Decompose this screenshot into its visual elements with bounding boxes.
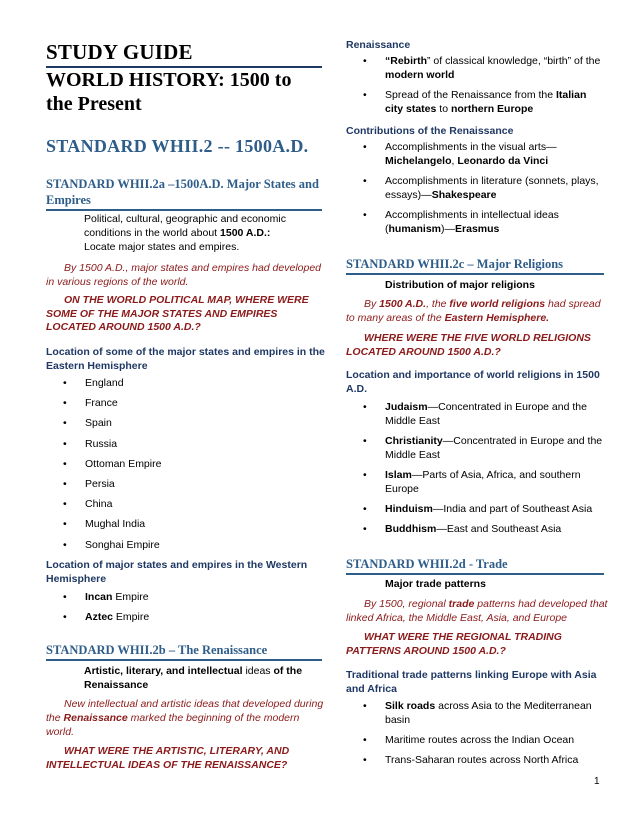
section-rule — [46, 209, 322, 211]
religions-list — [385, 400, 607, 536]
course-title: WORLD HISTORY: 1500 to the Present — [46, 69, 292, 115]
list-item: • Aztec Empire — [85, 610, 315, 624]
section-description: Distribution of major religions — [385, 279, 535, 291]
list-item: • Trans-Saharan routes across North Africa — [385, 753, 607, 767]
guiding-question: ON THE WORLD POLITICAL MAP, WHERE WERE SOME OF THE MAJOR STATES AND EMPIRES LOCATED AROUND 1500 A.D.? — [46, 294, 309, 333]
list-item: • “Rebirth” of classical knowledge, “birth” of the modern world — [385, 54, 607, 82]
renaissance-list — [385, 54, 607, 116]
contributions-list — [385, 140, 607, 236]
section-rule — [346, 273, 604, 275]
section-whii2b — [46, 642, 322, 661]
intro-text: By 1500, regional trade patterns had developed that linked Africa, the Middle East, Asia, and Europe — [346, 598, 608, 624]
guiding-question: WHAT WERE THE ARTISTIC, LITERARY, AND INTELLECTUAL IDEAS OF THE RENAISSANCE? — [46, 745, 290, 771]
section-whii2a — [46, 176, 322, 211]
list-item: • England — [85, 376, 315, 390]
document-title: STUDY GUIDE — [46, 40, 193, 64]
section-whii2c — [346, 256, 604, 275]
list-item: • Russia — [85, 437, 315, 451]
section-description: Political, cultural, geographic and economic conditions in the world about 1500 A.D.: Locate major states and empires. — [84, 213, 286, 253]
list-item: • France — [85, 396, 315, 410]
list-item: • Accomplishments in the visual arts—Michelangelo, Leonardo da Vinci — [385, 140, 607, 168]
intro-text: New intellectual and artistic ideas that developed during the Renaissance marked the beginning of the modern world. — [46, 698, 324, 738]
list-item: • Islam—Parts of Asia, Africa, and southern Europe — [385, 468, 607, 496]
list-item: • Spain — [85, 416, 315, 430]
list-item: • Buddhism—East and Southeast Asia — [385, 522, 607, 536]
section-rule — [46, 659, 322, 661]
list-item: • Persia — [85, 477, 315, 491]
list-heading-east: Location of some of the major states and empires in the Eastern Hemisphere — [46, 346, 325, 372]
list-item: • Incan Empire — [85, 590, 315, 604]
list-item: • Hinduism—India and part of Southeast Asia — [385, 502, 607, 516]
list-item: • Accomplishments in intellectual ideas (humanism)—Erasmus — [385, 208, 607, 236]
trade-subheading: Traditional trade patterns linking Europe with Asia and Africa — [346, 669, 597, 695]
intro-text: By 1500 A.D., major states and empires had developed in various regions of the world. — [46, 262, 322, 288]
section-rule — [346, 573, 604, 575]
list-item: • Mughal India — [85, 517, 315, 531]
section-heading: STANDARD WHII.2b – The Renaissance — [46, 643, 268, 657]
contributions-heading: Contributions of the Renaissance — [346, 125, 514, 137]
list-item: • Accomplishments in literature (sonnets, plays, essays)—Shakespeare — [385, 174, 607, 202]
list-item: • Christianity—Concentrated in Europe and the Middle East — [385, 434, 607, 462]
list-item: • Songhai Empire — [85, 538, 315, 552]
intro-text: By 1500 A.D., the five world religions had spread to many areas of the Eastern Hemisphere. — [346, 298, 601, 324]
list-item: • Silk roads across Asia to the Mediterranean basin — [385, 699, 607, 727]
guiding-question: WHERE WERE THE FIVE WORLD RELIGIONS LOCATED AROUND 1500 A.D.? — [346, 332, 591, 358]
religions-subheading: Location and importance of world religions in 1500 A.D. — [346, 369, 600, 395]
list-item: • Ottoman Empire — [85, 457, 315, 471]
list-item: • Maritime routes across the Indian Ocean — [385, 733, 607, 747]
list-heading-west: Location of major states and empires in the Western Hemisphere — [46, 559, 308, 585]
list-item: • Spread of the Renaissance from the Italian city states to northern Europe — [385, 88, 607, 116]
section-description: Artistic, literary, and intellectual ideas of the Renaissance — [84, 665, 303, 691]
section-heading: STANDARD WHII.2a –1500A.D. Major States and Empires — [46, 177, 319, 207]
eastern-empires-list — [85, 376, 315, 552]
standard-title: STANDARD WHII.2 -- 1500A.D. — [46, 136, 309, 156]
guiding-question: WHAT WERE THE REGIONAL TRADING PATTERNS AROUND 1500 A.D.? — [346, 631, 562, 657]
section-heading: STANDARD WHII.2c – Major Religions — [346, 257, 564, 271]
list-item: • Judaism—Concentrated in Europe and the Middle East — [385, 400, 607, 428]
western-empires-list — [85, 590, 315, 624]
section-whii2d — [346, 556, 604, 575]
renaissance-heading: Renaissance — [346, 39, 411, 51]
trade-list — [385, 699, 607, 767]
section-description: Major trade patterns — [385, 578, 486, 590]
list-item: • China — [85, 497, 315, 511]
page-number: 1 — [594, 776, 600, 787]
section-heading: STANDARD WHII.2d - Trade — [346, 557, 508, 571]
